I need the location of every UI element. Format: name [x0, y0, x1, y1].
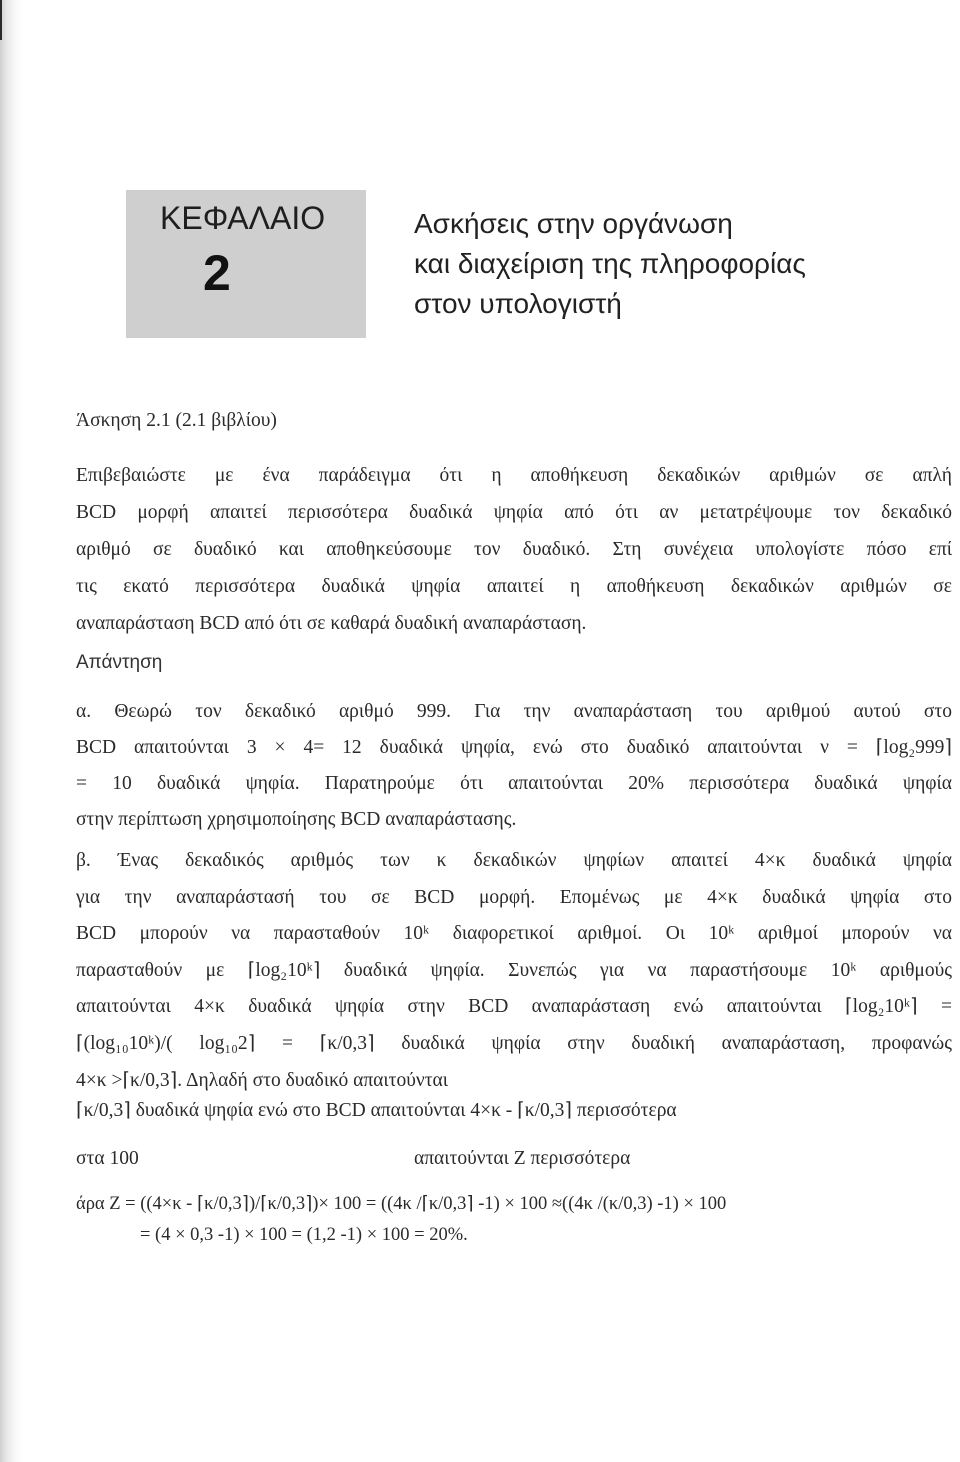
answer-heading: Απάντηση — [76, 652, 163, 673]
answer-line: ⌈(log₁₀10ᵏ)/( log₁₀2⌉ = ⌈κ/0,3⌉ δυαδικά ψηφία στην δυαδική αναπαράσταση, προφανώς — [76, 1032, 952, 1054]
chapter-title-line: και διαχείριση της πληροφορίας — [414, 248, 806, 279]
formula-line: άρα Ζ = ((4×κ - ⌈κ/0,3⌉)/⌈κ/0,3⌉)× 100 = ((4κ /⌈κ/0,3⌉ -1) × 100 ≈((4κ /(κ/0,3) -1) × 100 — [76, 1194, 727, 1214]
chapter-title-line: Ασκήσεις στην οργάνωση — [414, 208, 733, 239]
answer-part-a — [76, 694, 952, 838]
page-edge-shadow — [0, 0, 22, 1462]
body-line: τις εκατό περισσότερα δυαδικά ψηφία απαιτεί η αποθήκευση δεκαδικών αριθμών σε — [76, 576, 952, 597]
body-line: αναπαράσταση BCD από ότι σε καθαρά δυαδική αναπαράσταση. — [76, 613, 587, 634]
body-line: αριθμό σε δυαδικό και αποθηκεύσουμε τον δυαδικό. Στη συνέχεια υπολογίστε πόσο επί — [76, 539, 952, 560]
answer-line: για την αναπαράστασή του σε BCD μορφή. Επομένως με 4×κ δυαδικά ψηφία στο — [76, 886, 952, 908]
answer-line: 4×κ >⌈κ/0,3⌉. Δηλαδή στο δυαδικό απαιτούνται — [76, 1069, 448, 1091]
answer-line: απαιτούνται 4×κ δυαδικά ψηφία στην BCD αναπαράσταση ενώ απαιτούνται ⌈log₂10ᵏ⌉ = — [76, 996, 952, 1018]
answer-part-b — [76, 843, 952, 1099]
ratio-right: απαιτούνται Ζ περισσότερα — [414, 1148, 631, 1169]
answer-extra-line: ⌈κ/0,3⌉ δυαδικά ψηφία ενώ στο BCD απαιτούνται 4×κ - ⌈κ/0,3⌉ περισσότερα — [76, 1100, 677, 1121]
formula-result: = (4 × 0,3 -1) × 100 = (1,2 -1) × 100 = 20%. — [140, 1225, 468, 1245]
exercise-body — [76, 457, 952, 642]
exercise-title: Άσκηση 2.1 (2.1 βιβλίου) — [76, 410, 277, 431]
answer-line: BCD απαιτούνται 3 × 4= 12 δυαδικά ψηφία, ενώ στο δυαδικό απαιτούνται ν = ⌈log₂999⌉ — [76, 737, 952, 758]
body-line: Επιβεβαιώστε με ένα παράδειγμα ότι η αποθήκευση δεκαδικών αριθμών σε απλή — [76, 465, 952, 486]
answer-line: στην περίπτωση χρησιμοποίησης BCD αναπαράστασης. — [76, 809, 517, 830]
chapter-title — [414, 204, 806, 324]
chapter-label: ΚΕΦΑΛΑΙΟ — [160, 200, 326, 236]
body-line: BCD μορφή απαιτεί περισσότερα δυαδικά ψηφία από ότι αν μετατρέψουμε τον δεκαδικό — [76, 502, 952, 523]
answer-line: β. Ένας δεκαδικός αριθμός των κ δεκαδικών ψηφίων απαιτεί 4×κ δυαδικά ψηφία — [76, 850, 952, 871]
answer-line: BCD μπορούν να παρασταθούν 10ᵏ διαφορετικοί αριθμοί. Οι 10ᵏ αριθμοί μπορούν να — [76, 923, 952, 945]
chapter-title-line: στον υπολογιστή — [414, 288, 622, 319]
answer-line: = 10 δυαδικά ψηφία. Παρατηρούμε ότι απαιτούνται 20% περισσότερα δυαδικά ψηφία — [76, 773, 952, 794]
chapter-number: 2 — [203, 245, 231, 301]
answer-line: α. Θεωρώ τον δεκαδικό αριθμό 999. Για την αναπαράσταση του αριθμού αυτού στο — [76, 701, 952, 722]
answer-line: παρασταθούν με ⌈log₂10ᵏ⌉ δυαδικά ψηφία. Συνεπώς για να παραστήσουμε 10ᵏ αριθμούς — [76, 959, 952, 981]
ratio-left: στα 100 — [76, 1148, 139, 1169]
